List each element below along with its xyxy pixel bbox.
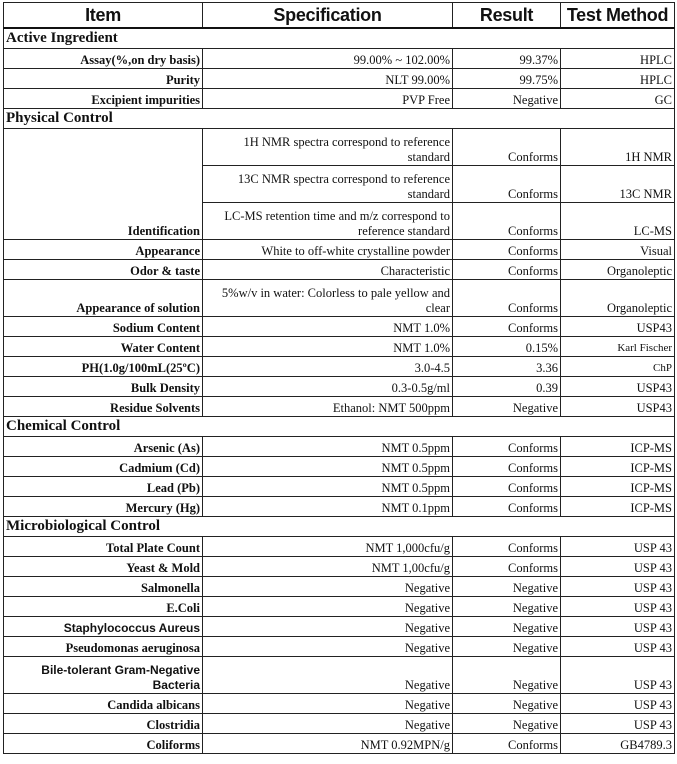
spec-cell: Ethanol: NMT 500ppm	[203, 397, 453, 417]
section-chemical-control	[4, 417, 675, 437]
table-row	[4, 537, 675, 557]
table-row	[4, 69, 675, 89]
header-test-method: Test Method	[561, 3, 675, 29]
method-cell: ChP	[561, 357, 675, 377]
spec-cell: 0.3-0.5g/ml	[203, 377, 453, 397]
method-cell: USP 43	[561, 657, 675, 694]
method-cell: ICP-MS	[561, 457, 675, 477]
result-cell: Conforms	[453, 457, 561, 477]
method-cell: USP43	[561, 397, 675, 417]
method-cell: ICP-MS	[561, 437, 675, 457]
result-cell: Conforms	[453, 557, 561, 577]
result-cell: 0.39	[453, 377, 561, 397]
spec-cell: NMT 1.0%	[203, 337, 453, 357]
section-title: Active Ingredient	[4, 28, 675, 49]
item-cell: Sodium Content	[4, 317, 203, 337]
method-cell: USP 43	[561, 537, 675, 557]
table-row	[4, 577, 675, 597]
item-cell: Purity	[4, 69, 203, 89]
result-cell: Negative	[453, 694, 561, 714]
section-microbiological-control	[4, 517, 675, 537]
table-row	[4, 260, 675, 280]
item-cell: Arsenic (As)	[4, 437, 203, 457]
item-cell: PH(1.0g/100mL(25ºC)	[4, 357, 203, 377]
method-cell: USP 43	[561, 597, 675, 617]
spec-cell: Negative	[203, 657, 453, 694]
method-cell: Organoleptic	[561, 260, 675, 280]
item-cell: Candida albicans	[4, 694, 203, 714]
table-row	[4, 597, 675, 617]
item-cell: Assay(%,on dry basis)	[4, 49, 203, 69]
result-cell: 99.37%	[453, 49, 561, 69]
table-row	[4, 377, 675, 397]
method-cell: USP 43	[561, 617, 675, 637]
header-row	[4, 3, 675, 29]
section-active-ingredient	[4, 28, 675, 49]
result-cell: Conforms	[453, 280, 561, 317]
method-cell: 13C NMR	[561, 166, 675, 203]
spec-cell: PVP Free	[203, 89, 453, 109]
result-cell: Conforms	[453, 497, 561, 517]
section-title: Physical Control	[4, 109, 675, 129]
item-cell: Clostridia	[4, 714, 203, 734]
spec-cell: Negative	[203, 617, 453, 637]
table-row	[4, 437, 675, 457]
result-cell: Negative	[453, 637, 561, 657]
result-cell: Conforms	[453, 166, 561, 203]
table-row	[4, 240, 675, 260]
method-cell: LC-MS	[561, 203, 675, 240]
spec-cell: NMT 0.5ppm	[203, 457, 453, 477]
item-cell: Coliforms	[4, 734, 203, 754]
table-row	[4, 357, 675, 377]
spec-cell: NMT 0.1ppm	[203, 497, 453, 517]
table-row	[4, 694, 675, 714]
spec-cell: NMT 0.92MPN/g	[203, 734, 453, 754]
spec-cell: White to off-white crystalline powder	[203, 240, 453, 260]
method-cell: HPLC	[561, 69, 675, 89]
result-cell: 3.36	[453, 357, 561, 377]
method-cell: USP 43	[561, 557, 675, 577]
result-cell: Negative	[453, 657, 561, 694]
spec-cell: NLT 99.00%	[203, 69, 453, 89]
table-row	[4, 89, 675, 109]
table-row	[4, 477, 675, 497]
result-cell: Negative	[453, 714, 561, 734]
result-cell: Conforms	[453, 537, 561, 557]
result-cell: Conforms	[453, 240, 561, 260]
spec-cell: 99.00% ~ 102.00%	[203, 49, 453, 69]
item-cell: Salmonella	[4, 577, 203, 597]
method-cell: USP 43	[561, 714, 675, 734]
item-cell: Staphylococcus Aureus	[4, 617, 203, 637]
item-cell: Bile-tolerant Gram-Negative Bacteria	[4, 657, 203, 694]
item-cell: Mercury (Hg)	[4, 497, 203, 517]
item-cell: Identification	[4, 129, 203, 240]
item-cell: Excipient impurities	[4, 89, 203, 109]
item-cell: Appearance of solution	[4, 280, 203, 317]
spec-cell: 5%w/v in water: Colorless to pale yellow and clear	[203, 280, 453, 317]
method-cell: USP 43	[561, 694, 675, 714]
result-cell: Conforms	[453, 477, 561, 497]
spec-cell: 3.0-4.5	[203, 357, 453, 377]
spec-cell: NMT 1,000cfu/g	[203, 537, 453, 557]
item-cell: Appearance	[4, 240, 203, 260]
header-specification: Specification	[203, 3, 453, 29]
table-row	[4, 557, 675, 577]
table-row	[4, 280, 675, 317]
spec-cell: NMT 1,00cfu/g	[203, 557, 453, 577]
method-cell: USP43	[561, 317, 675, 337]
result-cell: Conforms	[453, 203, 561, 240]
item-cell: Cadmium (Cd)	[4, 457, 203, 477]
result-cell: 0.15%	[453, 337, 561, 357]
item-cell: Pseudomonas aeruginosa	[4, 637, 203, 657]
item-cell: Yeast & Mold	[4, 557, 203, 577]
section-title: Microbiological Control	[4, 517, 675, 537]
table-row	[4, 337, 675, 357]
table-row	[4, 457, 675, 477]
item-cell: Odor & taste	[4, 260, 203, 280]
method-cell: USP 43	[561, 637, 675, 657]
item-cell: E.Coli	[4, 597, 203, 617]
result-cell: Negative	[453, 597, 561, 617]
method-cell: HPLC	[561, 49, 675, 69]
table-row	[4, 734, 675, 754]
method-cell: GB4789.3	[561, 734, 675, 754]
section-title: Chemical Control	[4, 417, 675, 437]
table-row	[4, 637, 675, 657]
method-cell: ICP-MS	[561, 497, 675, 517]
result-cell: Conforms	[453, 129, 561, 166]
table-row	[4, 397, 675, 417]
section-physical-control	[4, 109, 675, 129]
table-row	[4, 617, 675, 637]
method-cell: Organoleptic	[561, 280, 675, 317]
spec-cell: Negative	[203, 597, 453, 617]
spec-cell: Characteristic	[203, 260, 453, 280]
result-cell: Negative	[453, 89, 561, 109]
result-cell: Negative	[453, 617, 561, 637]
coa-table	[3, 2, 675, 754]
result-cell: Conforms	[453, 437, 561, 457]
header-result: Result	[453, 3, 561, 29]
table-row	[4, 129, 675, 166]
method-cell: GC	[561, 89, 675, 109]
item-cell: Water Content	[4, 337, 203, 357]
item-cell: Total Plate Count	[4, 537, 203, 557]
method-cell: 1H NMR	[561, 129, 675, 166]
method-cell: USP 43	[561, 577, 675, 597]
result-cell: Conforms	[453, 317, 561, 337]
spec-cell: 1H NMR spectra correspond to reference standard	[203, 129, 453, 166]
result-cell: Negative	[453, 397, 561, 417]
method-cell: ICP-MS	[561, 477, 675, 497]
spec-cell: Negative	[203, 714, 453, 734]
item-cell: Bulk Density	[4, 377, 203, 397]
table-row	[4, 497, 675, 517]
method-cell: USP43	[561, 377, 675, 397]
spec-cell: Negative	[203, 577, 453, 597]
spec-cell: Negative	[203, 694, 453, 714]
table-row	[4, 714, 675, 734]
spec-cell: NMT 0.5ppm	[203, 437, 453, 457]
spec-cell: LC-MS retention time and m/z correspond to reference standard	[203, 203, 453, 240]
item-cell: Lead (Pb)	[4, 477, 203, 497]
table-row	[4, 49, 675, 69]
result-cell: Conforms	[453, 734, 561, 754]
result-cell: 99.75%	[453, 69, 561, 89]
item-cell: Residue Solvents	[4, 397, 203, 417]
result-cell: Conforms	[453, 260, 561, 280]
spec-cell: 13C NMR spectra correspond to reference standard	[203, 166, 453, 203]
method-cell: Karl Fischer	[561, 337, 675, 357]
result-cell: Negative	[453, 577, 561, 597]
spec-cell: NMT 1.0%	[203, 317, 453, 337]
table-row	[4, 317, 675, 337]
header-item: Item	[4, 3, 203, 29]
spec-cell: Negative	[203, 637, 453, 657]
spec-cell: NMT 0.5ppm	[203, 477, 453, 497]
table-row	[4, 657, 675, 694]
method-cell: Visual	[561, 240, 675, 260]
